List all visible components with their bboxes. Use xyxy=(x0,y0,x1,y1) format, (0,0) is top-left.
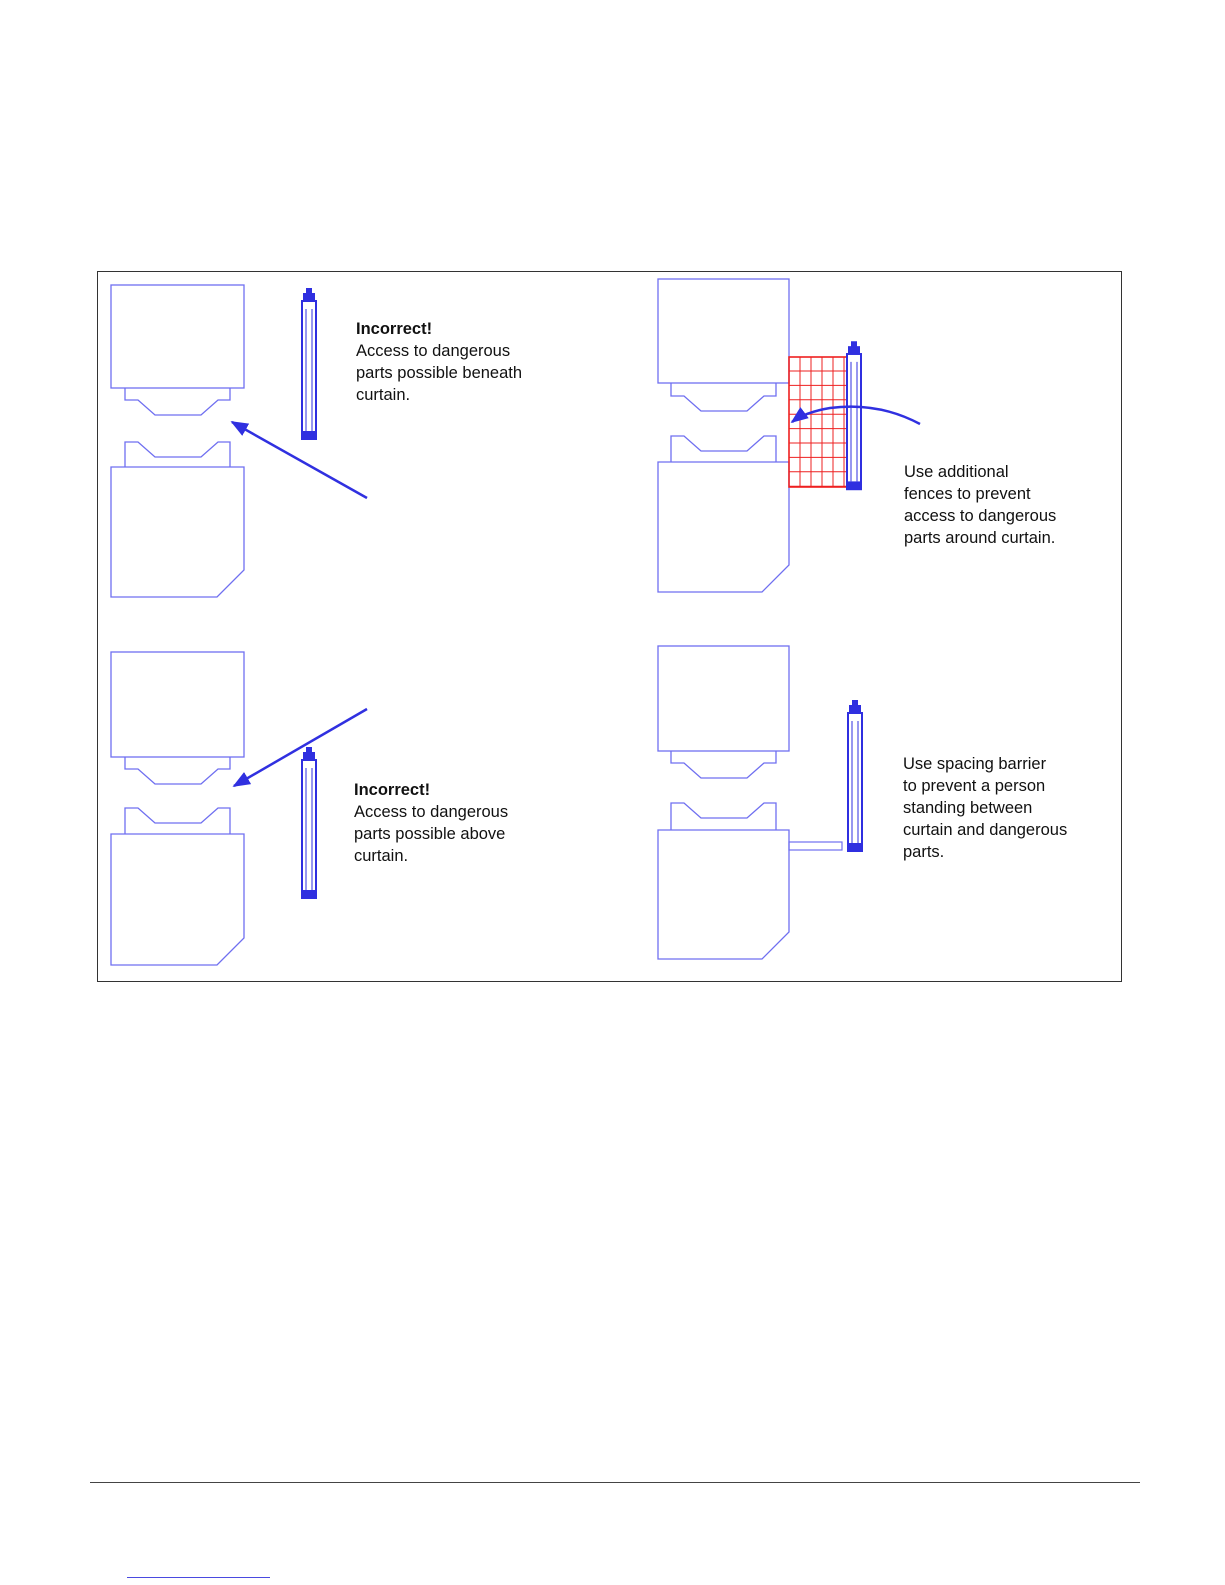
press-machine-bottom-left xyxy=(111,652,244,965)
caption-line: curtain. xyxy=(356,386,411,404)
fence-grid xyxy=(789,357,847,487)
caption-line: parts possible above xyxy=(354,825,506,843)
caption-above xyxy=(354,779,508,867)
arrow-above xyxy=(234,709,367,786)
caption-barrier xyxy=(903,753,1067,863)
light-curtain-top-right xyxy=(847,341,861,489)
caption-line: Use spacing barrier xyxy=(903,755,1047,773)
caption-line: access to dangerous xyxy=(904,507,1057,525)
footer-link-underline[interactable] xyxy=(127,1577,270,1578)
caption-line: parts around curtain. xyxy=(904,529,1056,547)
light-curtain-bottom-right xyxy=(848,700,862,851)
arrow-beneath xyxy=(232,422,367,498)
caption-line: Access to dangerous xyxy=(354,803,509,821)
spacing-barrier xyxy=(789,842,842,850)
caption-beneath xyxy=(356,318,522,406)
caption-line: Access to dangerous xyxy=(356,342,511,360)
caption-line: standing between xyxy=(903,799,1033,817)
caption-line: to prevent a person xyxy=(903,777,1046,795)
caption-title: Incorrect! xyxy=(354,781,431,799)
caption-line: parts. xyxy=(903,843,945,861)
press-machine-top-right xyxy=(658,279,789,592)
caption-line: parts possible beneath xyxy=(356,364,523,382)
caption-line: fences to prevent xyxy=(904,485,1031,503)
caption-line: curtain and dangerous xyxy=(903,821,1068,839)
caption-title: Incorrect! xyxy=(356,320,433,338)
press-machine-top-left xyxy=(111,285,244,597)
press-machine-bottom-right xyxy=(658,646,842,959)
light-curtain-top-left xyxy=(302,288,316,439)
light-curtain-bottom-left xyxy=(302,747,316,898)
caption-line: curtain. xyxy=(354,847,409,865)
caption-fences xyxy=(904,461,1056,549)
footer-rule xyxy=(90,1482,1140,1483)
caption-line: Use additional xyxy=(904,463,1009,481)
